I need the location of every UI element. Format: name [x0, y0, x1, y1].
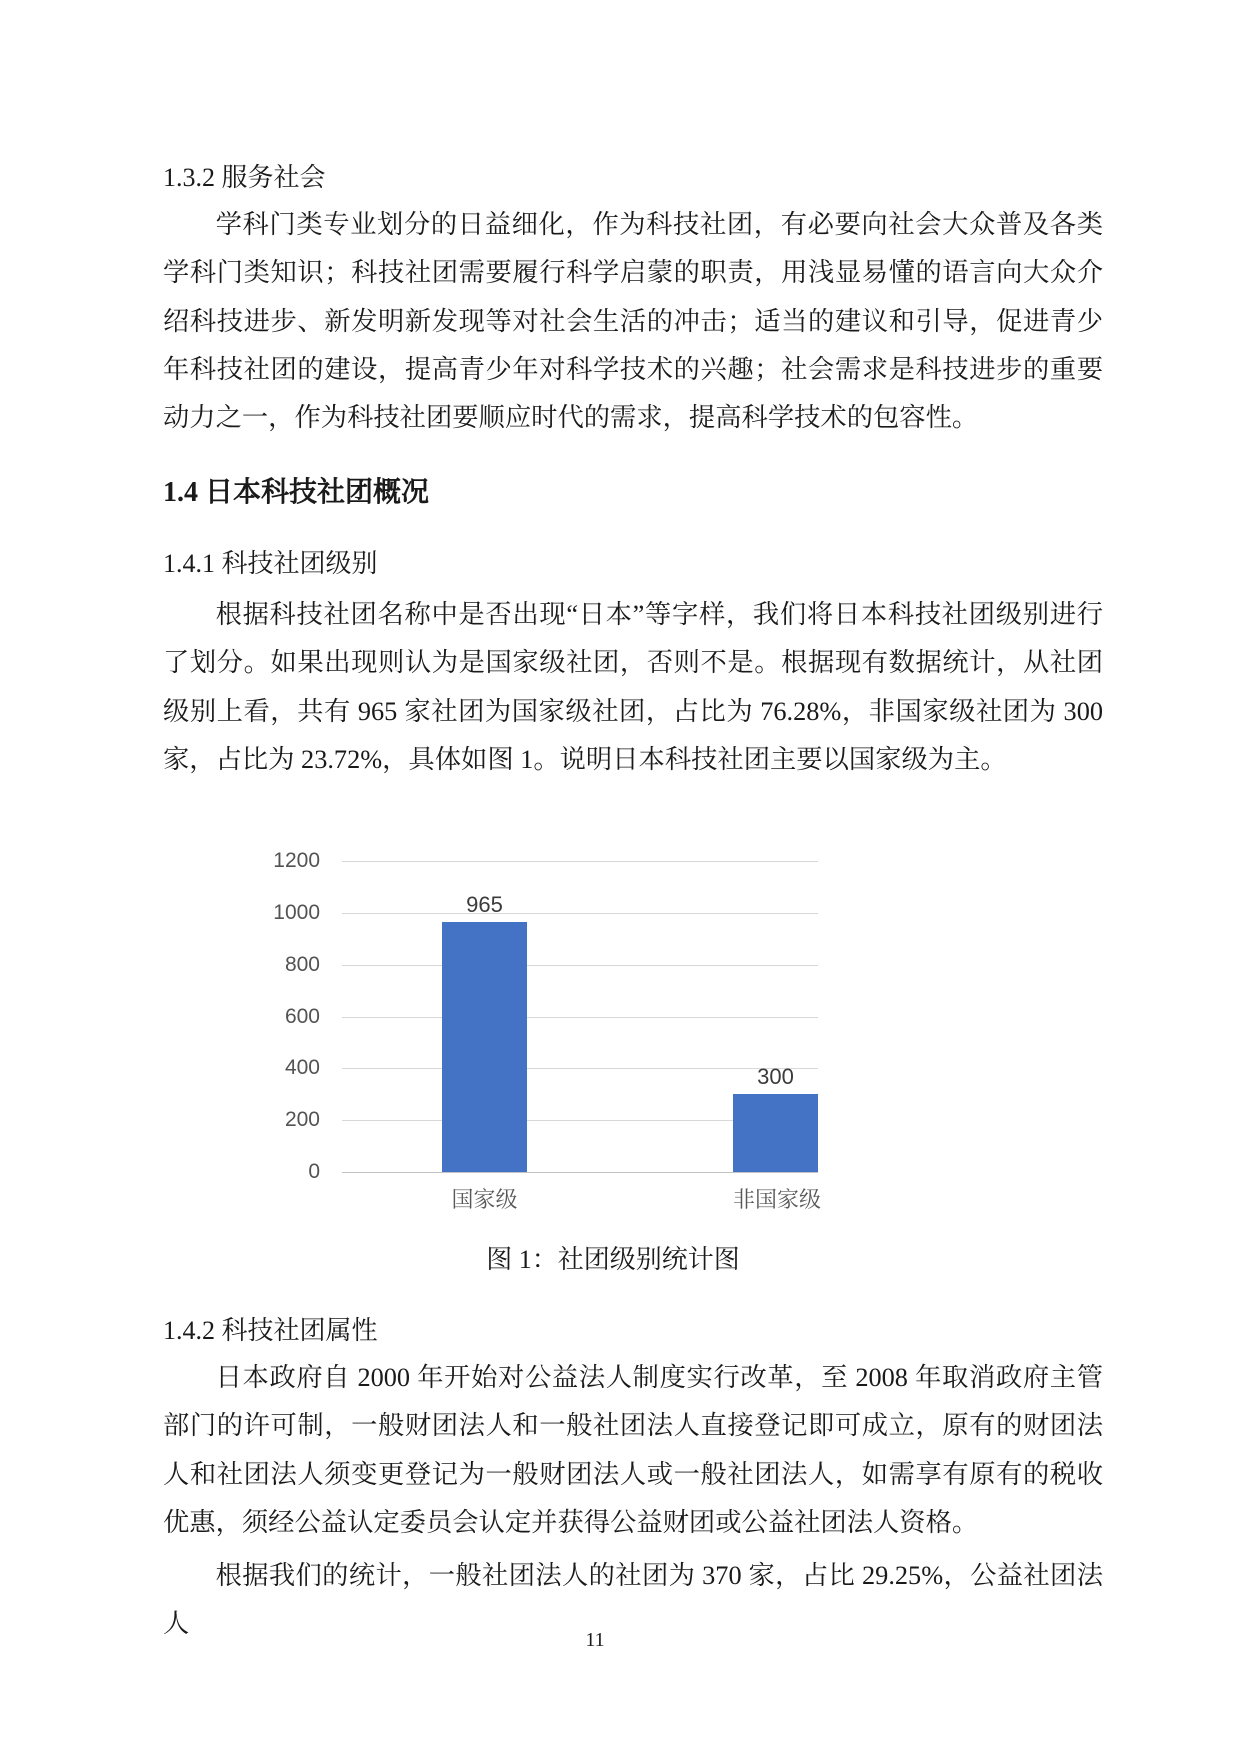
gridline: [342, 913, 818, 914]
bar-national: [442, 922, 527, 1172]
gridline: [342, 965, 818, 966]
y-axis-tick-label: 800: [284, 952, 320, 976]
gridline: [342, 1017, 818, 1018]
bar-value-label: 965: [466, 891, 503, 917]
x-axis-category-label: 非国家级: [733, 1187, 822, 1212]
y-axis-tick-label: 200: [284, 1108, 320, 1132]
heading-1-4: 1.4 日本科技社团概况: [163, 477, 430, 508]
paragraph-society-level: 根据科技社团名称中是否出现“日本”等字样，我们将日本科技社团级别进行了划分。如果出现则认为是国家级社团，否则不是。根据现有数据统计，从社团级别上看，共有 965 家社团为国家级社团，占比为 76.28%，非国家级社团为 300 家，占比为 23.72%，具体如图 1。说明日本科技社团主要以国家级为主。: [163, 600, 1103, 774]
paragraph-serve-society: 学科门类专业划分的日益细化，作为科技社团，有必要向社会大众普及各类学科门类知识；科技社团需要履行科学启蒙的职责，用浅显易懂的语言向大众介绍科技进步、新发明新发现等对社会生活的冲击；适当的建议和引导，促进青少年科技社团的建设，提高青少年对科学技术的兴趣；社会需求是科技进步的重要动力之一，作为科技社团要顺应时代的需求，提高科学技术的包容性。: [163, 210, 1103, 433]
figure-1-bar-chart: [273, 849, 822, 1212]
y-axis-tick-label: 1000: [273, 900, 320, 924]
y-axis-tick-label: 0: [308, 1160, 320, 1183]
heading-1-4-2: 1.4.2 科技社团属性: [163, 1316, 378, 1345]
paragraph-society-attribute: 日本政府自 2000 年开始对公益法人制度实行改革，至 2008 年取消政府主管部门的许可制，一般财团法人和一般社团法人直接登记即可成立，原有的财团法人和社团法人须变更登记为一般财团法人或一般社团法人，如需享有原有的税收优惠，须经公益认定委员会认定并获得公益财团或公益社团法人资格。: [163, 1363, 1103, 1537]
bar-value-label: 300: [757, 1064, 794, 1090]
heading-1-4-1: 1.4.1 科技社团级别: [163, 549, 378, 578]
bar-non-national: [733, 1094, 818, 1172]
y-axis-tick-label: 600: [284, 1004, 320, 1028]
y-axis-tick-label: 400: [284, 1056, 320, 1080]
page-number: 11: [585, 1629, 605, 1651]
gridline: [342, 861, 818, 862]
x-axis-line: [342, 1172, 818, 1173]
paragraph-statistics: 根据我们的统计，一般社团法人的社团为 370 家，占比 29.25%，公益社团法人: [163, 1561, 1103, 1639]
x-axis-category-label: 国家级: [451, 1187, 518, 1212]
heading-1-3-2: 1.3.2 服务社会: [163, 163, 326, 192]
y-axis-tick-label: 1200: [273, 849, 320, 872]
figure-1-caption: 图 1：社团级别统计图: [486, 1245, 740, 1274]
